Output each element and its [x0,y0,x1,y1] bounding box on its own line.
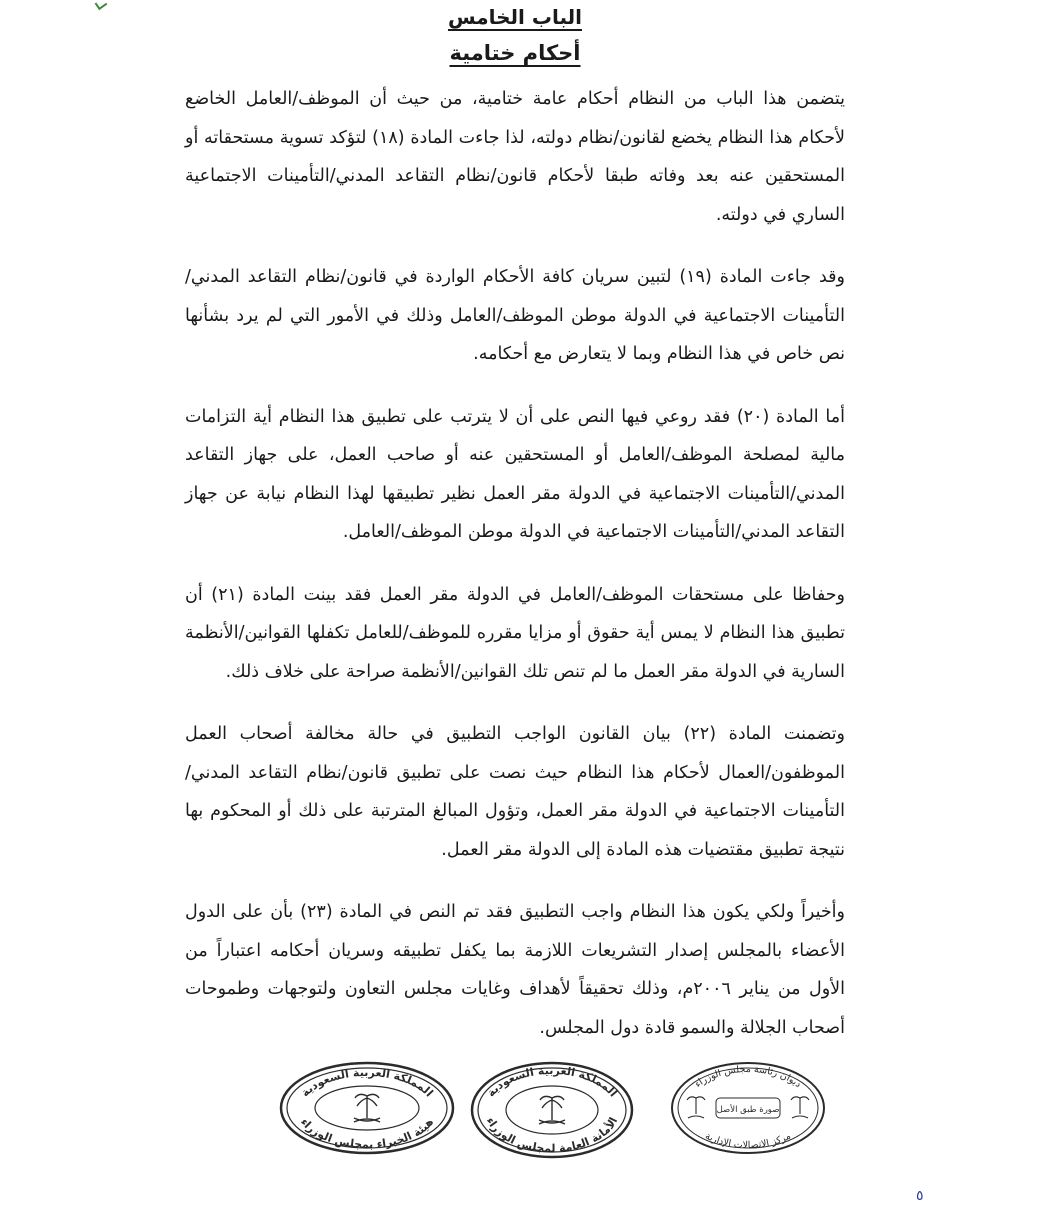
official-seals [278,1060,838,1160]
paragraph-3: أما المادة (٢٠) فقد روعي فيها النص على أن لا يترتب على تطبيق هذا النظام أية التزامات مالية لمصلحة الموظف/العامل أو المستحقين عنه أو صاحب العمل، على جهاز التقاعد المدني/التأمينات الاجتماعية في الدولة مقر العمل نظير تطبيقها لهذا النظام نيابة عن جهاز التقاعد المدني/التأمينات الاجتماعية في الدولة موطن الموظف/العامل. [185,406,845,542]
seal-3-bottom-text: مركز الاتصالات الإدارية [703,1130,793,1152]
palm-swords-icon [354,1094,380,1122]
seal-experts-commission [278,1060,456,1156]
document-page [185,0,845,1047]
svg-text:المملكة العربية السعودية [484,1064,620,1099]
paragraph-5: وتضمنت المادة (٢٢) بيان القانون الواجب التطبيق في حالة مخالفة أصحاب العمل الموظفون/العمال لأحكام هذا النظام حيث نصت على تطبيق قانون/نظام التقاعد المدني/التأمينات الاجتماعية في الدولة مقر العمل، وتؤول المبالغ المترتبة على ذلك أو المحكوم بها نتيجة تطبيق مقتضيات هذه المادة إلى الدولة مقر العمل. [185,724,845,860]
seal-3-top-text: ديوان رئاسة مجلس الوزراء [692,1063,804,1091]
paragraph-2: وقد جاءت المادة (١٩) لتبين سريان كافة الأحكام الواردة في قانون/نظام التقاعد المدني/التأمينات الاجتماعية في الدولة موطن الموظف/العامل وذلك في الأمور التي لم يرد بشأنها نص خاص في هذا النظام وبما لا يتعارض مع أحكامه. [185,267,845,364]
palm-swords-icon [539,1096,565,1124]
svg-text:مركز الاتصالات الإدارية [703,1131,792,1152]
paragraph-1: يتضمن هذا الباب من النظام أحكام عامة ختامية، من حيث أن الموظف/العامل الخاضع لأحكام هذا النظام يخضع لقانون/نظام دولته، لذا جاءت المادة (١٨) لتؤكد تسوية مستحقاته أو المستحقين عنه بعد وفاته طبقا لأحكام قانون/نظام التقاعد المدني/التأمينات الاجتماعية الساري في دولته. [185,89,845,225]
seal-2-top-text: المملكة العربية السعودية [484,1063,620,1100]
paragraph-6: وأخيراً ولكي يكون هذا النظام واجب التطبيق فقد تم النص في المادة (٢٣) بأن على الدول الأعضاء بالمجلس إصدار التشريعات اللازمة بما يكفل تطبيقه وسريان أحكامه اعتباراً من الأول من يناير ٢٠٠٦م، وذلك تحقيقاً لأهداف وغايات مجلس التعاون ولتوجهات وطموحات أصحاب الجلالة والسمو قادة دول المجلس. [185,902,845,1038]
section-title: أحكام ختامية [449,41,581,65]
seal-general-secretariat [468,1060,636,1160]
paragraph-4: وحفاظا على مستحقات الموظف/العامل في الدولة مقر العمل فقد بينت المادة (٢١) أن تطبيق هذا النظام لا يمس أية حقوق أو مزايا مقرره للموظف/للعامل تكفلها القوانين/الأنظمة السارية في الدولة مقر العمل ما لم تنص تلك القوانين/الأنظمة صراحة على خلاف ذلك. [185,584,845,682]
seal-2-bottom-text: الأمانة العامة لمجلس الوزراء [483,1115,621,1156]
seal-1-bottom-text: هيئة الخبراء بمجلس الوزراء [297,1115,437,1152]
seal-1-top-text: المملكة العربية السعودية [298,1065,436,1100]
page-number: ٥ [916,1188,924,1204]
chapter-title: الباب الخامس [447,5,583,29]
check-mark-icon [95,0,108,10]
seal-administrative-communications [668,1060,828,1156]
svg-text:ديوان رئاسة مجلس الوزراء [693,1064,803,1090]
seal-3-middle-text: صورة طبق الأصل [716,1105,780,1115]
